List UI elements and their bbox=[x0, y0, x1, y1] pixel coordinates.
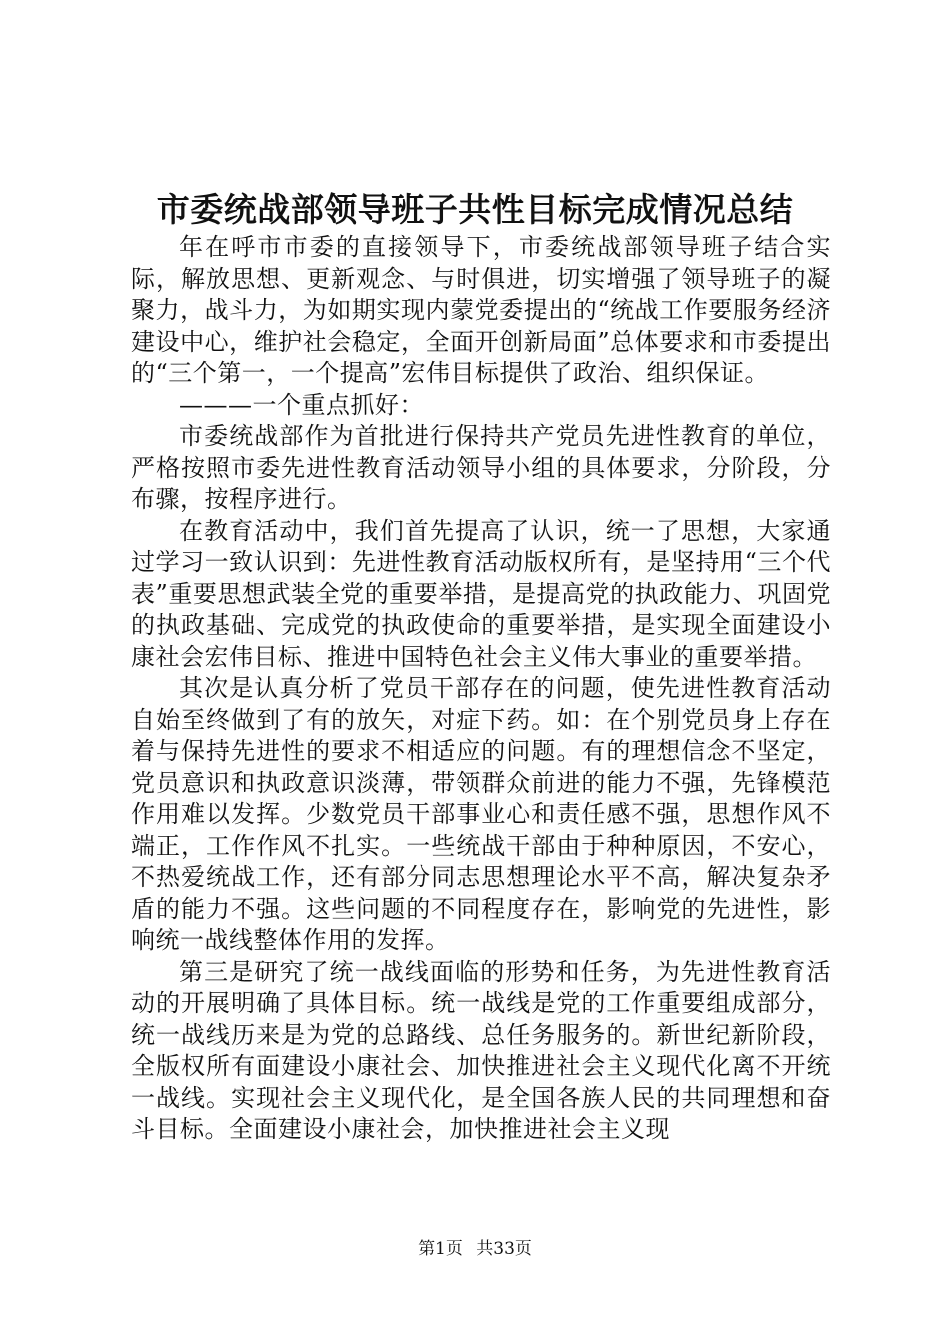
paragraph-intro: 年在呼市市委的直接领导下，市委统战部领导班子结合实际，解放思想、更新观念、与时俱进，切实增强了领导班子的凝聚力，战斗力，为如期实现内蒙党委提出的“统战工作要服务经济建设中心，维护社会稳定，全面开创新局面”总体要求和市委提出的“三个第一，一个提高”宏伟目标提供了政治、组织保证。 bbox=[131, 233, 831, 387]
paragraph-problems: 其次是认真分析了党员干部存在的问题，使先进性教育活动自始至终做到了有的放矢，对症下药。如：在个别党员身上存在着与保持先进性的要求不相适应的问题。有的理想信念不坚定，党员意识和执政意识淡薄，带领群众前进的能力不强，先锋模范作用难以发挥。少数党员干部事业心和责任感不强，思想作风不端正，工作作风不扎实。一些统战干部由于种种原因，不安心，不热爱统战工作，还有部分同志思想理论水平不高，解决复杂矛盾的能力不强。这些问题的不同程度存在，影响党的先进性，影响统一战线整体作用的发挥。 bbox=[131, 674, 831, 954]
page-footer bbox=[0, 1237, 950, 1261]
page-number: 第1页 bbox=[418, 1239, 463, 1259]
page-total: 共33页 bbox=[476, 1239, 532, 1259]
document-body bbox=[131, 232, 831, 1146]
paragraph-understanding: 在教育活动中，我们首先提高了认识，统一了思想，大家通过学习一致认识到：先进性教育活动版权所有，是坚持用“三个代表”重要思想武装全党的重要举措，是提高党的执政能力、巩固党的执政基础、完成党的执政使命的重要举措，是实现全面建设小康社会宏伟目标、推进中国特色社会主义伟大事业的重要举措。 bbox=[131, 516, 831, 671]
section-heading: ———一个重点抓好： bbox=[179, 390, 424, 419]
paragraph-situation: 第三是研究了统一战线面临的形势和任务，为先进性教育活动的开展明确了具体目标。统一战线是党的工作重要组成部分，统一战线历来是为党的总路线、总任务服务的。新世纪新阶段，全版权所有面建设小康社会、加快推进社会主义现代化离不开统一战线。实现社会主义现代化，是全国各族人民的共同理想和奋斗目标。全面建设小康社会，加快推进社会主义现 bbox=[131, 957, 831, 1143]
document-title: 市委统战部领导班子共性目标完成情况总结 bbox=[156, 190, 794, 229]
paragraph-education-unit: 市委统战部作为首批进行保持共产党员先进性教育的单位，严格按照市委先进性教育活动领导小组的具体要求，分阶段，分布骤，按程序进行。 bbox=[131, 422, 831, 513]
